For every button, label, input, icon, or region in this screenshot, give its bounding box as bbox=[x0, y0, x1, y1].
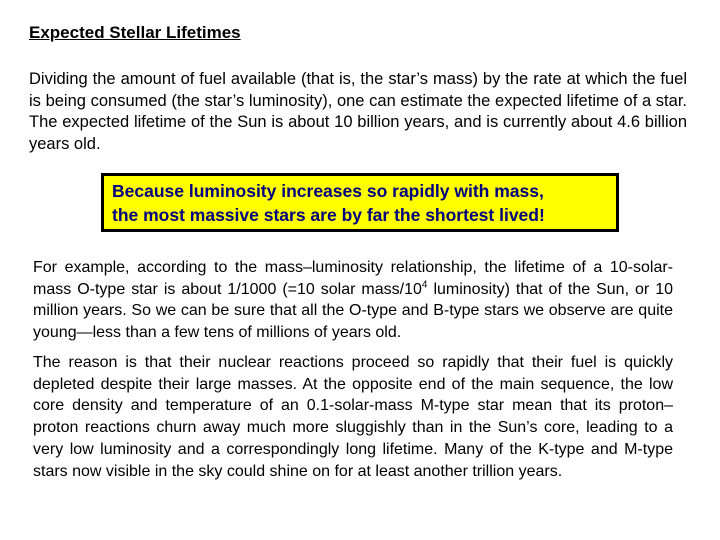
page-title: Expected Stellar Lifetimes bbox=[29, 23, 241, 42]
example-text-part-1: For example, according to the mass–luminosity relationship, the lifetime of a 10-solar-mass O-type star is about 1/1000 (=10 solar mass/10 bbox=[33, 259, 673, 298]
example-text-part-2: luminosity) that of the Sun, or 10 million years. So we can be sure that all the O-type and B-type stars we observe are quite young—less than a few tens of millions of years old. bbox=[33, 280, 673, 342]
highlight-box bbox=[101, 173, 619, 232]
exponent: 4 bbox=[421, 279, 428, 291]
example-paragraph bbox=[33, 257, 673, 344]
intro-paragraph: Dividing the amount of fuel available (that is, the star’s mass) by the rate at which the fuel is being consumed (the star’s luminosity), one can estimate the expected lifetime of a star. The expected lifetime of the Sun is about 10 billion years, and is currently about 4.6 billion years old. bbox=[29, 70, 687, 153]
highlight-line-2: the most massive stars are by far the shortest lived! bbox=[112, 205, 545, 225]
highlight-line-1: Because luminosity increases so rapidly with mass, bbox=[112, 181, 544, 201]
reason-paragraph: The reason is that their nuclear reactions proceed so rapidly that their fuel is quickly depleted despite their large masses. At the opposite end of the main sequence, the low core density and temperature of an 0.1-solar-mass M-type star mean that its proton–proton reactions churn away much more sluggishly than in the Sun’s core, leading to a very low luminosity and a correspondingly long lifetime. Many of the K-type and M-type stars now visible in the sky could shine on for at least another trillion years. bbox=[33, 354, 673, 480]
